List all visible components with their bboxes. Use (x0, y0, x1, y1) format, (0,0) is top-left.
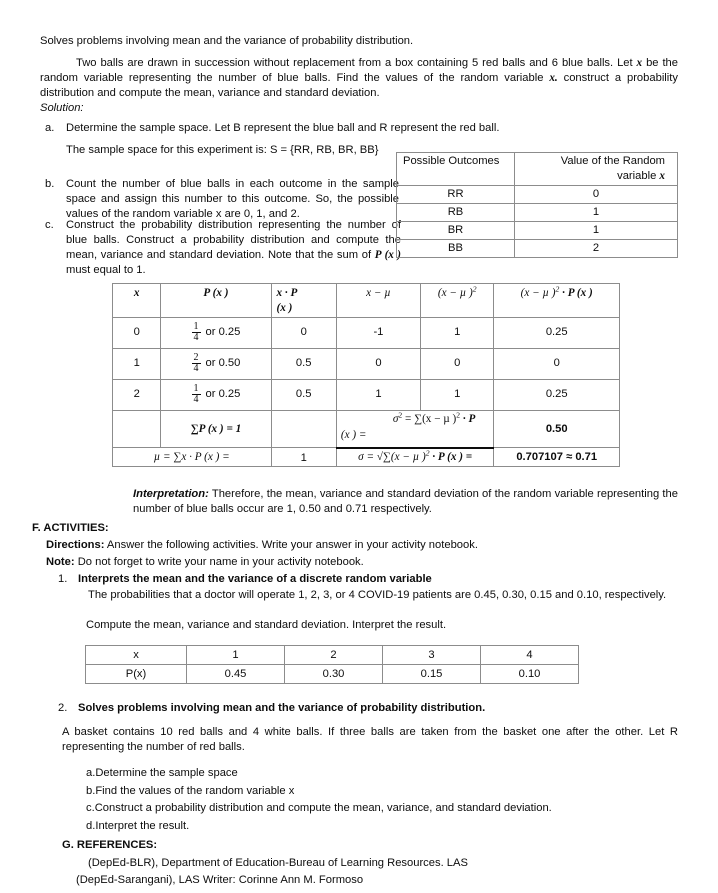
activity-1-body: The probabilities that a doctor will operate 1, 2, 3, or 4 COVID-19 patients are 0.45, 0.30, 0.15 and 0.10, respectively. (88, 589, 667, 601)
step-b-text: Count the number of blue balls in each outcome in the sample space and assign this number to this outcome. So, the possible values of the random variable x are 0, 1, and 2. (66, 178, 399, 220)
outcome-cell: RR (397, 186, 515, 204)
cell-x-minus-mu-squared: 1 (421, 379, 494, 410)
note-text: Do not forget to write your name in your activity notebook. (74, 556, 364, 568)
col-header-x-px (271, 284, 336, 318)
step-a-sample-space: The sample space for this experiment is: S = {RR, RB, BR, BB} (66, 144, 379, 156)
activity-2-marker: 2. (58, 702, 68, 714)
activity-1-marker: 1. (58, 573, 68, 585)
cell-x-minus-mu-squared: 0 (421, 348, 494, 379)
cell-sum-px: ∑P (x ) = 1 (161, 410, 271, 448)
cell-x-minus-mu: 1 (336, 379, 420, 410)
fraction-numerator: 1 (193, 320, 199, 332)
decimal-equivalent: or 0.50 (205, 357, 241, 370)
note-label: Note: (46, 556, 75, 568)
table-row (397, 203, 678, 221)
cell-x-minus-mu-squared-px: 0.25 (494, 317, 620, 348)
step-b-marker: b. (45, 178, 55, 190)
table-row (397, 186, 678, 204)
table-row (397, 221, 678, 239)
fraction-denominator: 4 (193, 332, 199, 344)
value-cell: 2 (515, 239, 678, 257)
cell-empty-xpx (271, 410, 336, 448)
col-header-x-px-line2: (x ) (276, 301, 293, 314)
px-x-value: 3 (383, 646, 481, 665)
section-activities-label: F. ACTIVITIES: (32, 522, 109, 534)
value-cell: 1 (515, 203, 678, 221)
cell-sd-value: 0.707107 ≈ 0.71 (494, 448, 620, 466)
value-cell: 0 (515, 186, 678, 204)
step-c-text-end: must equal to 1. (66, 263, 146, 276)
table-header-row (397, 153, 678, 186)
step-c-math: P (x ) (374, 248, 401, 261)
interpretation-block (133, 487, 678, 517)
cell-x: 0 (113, 317, 161, 348)
cell-x-minus-mu-squared: 1 (421, 317, 494, 348)
px-p-value: 0.15 (383, 665, 481, 684)
xmu2px-exponent: 2 (555, 284, 560, 294)
cell-variance-value: 0.50 (494, 410, 620, 448)
xmu2px-tail: · P (x ) (559, 287, 593, 299)
table-row (113, 348, 620, 379)
cell-x: 2 (113, 379, 161, 410)
xmu2-base: (x − µ ) (437, 287, 473, 299)
table-row (113, 317, 620, 348)
table-row-x (86, 646, 579, 665)
col-header-x: x (113, 284, 161, 318)
value-cell: 1 (515, 221, 678, 239)
step-c-text-body: Construct the probability distribution representing the number of blue balls. Construct a probability distribution and compute the mean, variance and standard deviation. Note that the sum of (66, 219, 401, 261)
intro-var-x: x (636, 57, 643, 69)
fraction-denominator: 4 (193, 363, 199, 375)
activity-2-body: A basket contains 10 red balls and 4 white balls. If three balls are taken from the basket one after the other. Let R representing the number of red balls. (62, 726, 678, 753)
activity-2-title: Solves problems involving mean and the variance of probability distribution. (78, 702, 486, 714)
references-label: G. REFERENCES: (62, 839, 158, 851)
col-header-x-minus-mu-squared-px (494, 284, 620, 318)
px-row-label-x: x (86, 646, 187, 665)
step-a-marker: a. (45, 122, 55, 134)
outcome-cell: BB (397, 239, 515, 257)
table-header-row (113, 284, 620, 318)
note-block (46, 555, 676, 570)
activity-1-title: Interprets the mean and the variance of a discrete random variable (78, 573, 432, 585)
col-header-x-px-line1: x · P (276, 287, 298, 299)
step-c-text (66, 218, 401, 278)
intro-paragraph (40, 56, 678, 101)
fraction (192, 353, 201, 375)
intro-text-a: Two balls are drawn in succession without replacement from a box containing 5 red balls and 6 blue balls. Let (76, 57, 637, 69)
cell-empty (113, 410, 161, 448)
intro-text-b: be the random variable representing the number of blue balls. Find the values of the random variable (40, 57, 678, 84)
px-p-value: 0.30 (285, 665, 383, 684)
step-c-marker: c. (45, 219, 54, 231)
directions-block (46, 538, 676, 553)
intro-var-x2: x. (549, 71, 558, 84)
cell-mean-label: µ = ∑x · P (x ) = (113, 448, 272, 466)
interpretation-label: Interpretation: (133, 488, 209, 500)
activity-2-subitem-d: d.Interpret the result. (86, 820, 190, 832)
cell-x-px: 0 (271, 317, 336, 348)
cell-x: 1 (113, 348, 161, 379)
decimal-equivalent: or 0.25 (205, 388, 241, 401)
cell-x-px: 0.5 (271, 379, 336, 410)
cell-sd-label: σ = √∑(x − µ )$^2$ · P (x ) = (336, 448, 494, 466)
fraction (192, 384, 201, 406)
page-title: Solves problems involving mean and the variance of probability distribution. (40, 35, 414, 47)
variance-formula-line2: (x ) = (340, 428, 367, 441)
cell-px (161, 317, 271, 348)
reference-line-1: (DepEd-BLR), Department of Education-Bureau of Learning Resources. LAS (88, 857, 468, 869)
table-row-px (86, 665, 579, 684)
px-p-value: 0.45 (187, 665, 285, 684)
col-header-x-minus-mu: x − µ (336, 284, 420, 318)
fraction (192, 322, 201, 344)
cell-mean-value: 1 (271, 448, 336, 466)
intro-text-c: construct a probability distribution and compute the mean, variance and standard deviation. (40, 71, 678, 99)
col-header-x-minus-mu-squared (421, 284, 494, 318)
table-summary-row-variance (113, 410, 620, 448)
table-row (397, 239, 678, 257)
outcomes-header-outcome: Possible Outcomes (397, 153, 515, 186)
cell-px (161, 379, 271, 410)
cell-x-px: 0.5 (271, 348, 336, 379)
xmu2px-base: (x − µ ) (520, 287, 556, 299)
cell-x-minus-mu: 0 (336, 348, 420, 379)
outcomes-header-value-line2: variable x (617, 169, 665, 182)
px-x-value: 2 (285, 646, 383, 665)
table-summary-row-mean-sd (113, 448, 620, 466)
step-a-text: Determine the sample space. Let B represent the blue ball and R represent the red ball. (66, 122, 500, 134)
xmu2-exponent: 2 (472, 284, 477, 294)
probability-values-table (85, 645, 579, 684)
activity-2-subitem-c: c.Construct a probability distribution and compute the mean, variance, and standard deviation. (86, 802, 552, 814)
px-row-label-px: P(x) (86, 665, 187, 684)
directions-text: Answer the following activities. Write your answer in your activity notebook. (104, 539, 478, 551)
fraction-numerator: 2 (193, 351, 199, 363)
activity-1-compute: Compute the mean, variance and standard deviation. Interpret the result. (86, 619, 447, 631)
possible-outcomes-table (396, 152, 678, 258)
variance-formula-line1: $\sigma^2 = \sum(x - \mu$ )$^2$ · P (392, 410, 476, 425)
fraction-numerator: 1 (193, 382, 199, 394)
solution-label: Solution: (40, 102, 84, 114)
col-header-px: P (x ) (161, 284, 271, 318)
cell-x-minus-mu-squared-px: 0.25 (494, 379, 620, 410)
cell-variance-formula (336, 410, 494, 448)
activity-2-subitem-b: b.Find the values of the random variable x (86, 785, 295, 797)
px-x-value: 4 (481, 646, 579, 665)
cell-x-minus-mu: -1 (336, 317, 420, 348)
decimal-equivalent: or 0.25 (205, 326, 241, 339)
px-p-value: 0.10 (481, 665, 579, 684)
fraction-denominator: 4 (193, 394, 199, 406)
outcomes-header-value-line1: Value of the Random (560, 155, 665, 167)
interpretation-text: Therefore, the mean, variance and standard deviation of the random variable representing the number of blue balls occur are 1, 0.50 and 0.71 respectively. (133, 488, 678, 515)
table-row (113, 379, 620, 410)
cell-px (161, 348, 271, 379)
px-x-value: 1 (187, 646, 285, 665)
outcomes-header-value (515, 153, 678, 186)
outcome-cell: BR (397, 221, 515, 239)
directions-label: Directions: (46, 539, 105, 551)
cell-x-minus-mu-squared-px: 0 (494, 348, 620, 379)
probability-distribution-table (112, 283, 620, 467)
reference-line-2: (DepEd-Sarangani), LAS Writer: Corinne Ann M. Formoso (76, 874, 364, 886)
outcome-cell: RB (397, 203, 515, 221)
activity-2-subitem-a: a.Determine the sample space (86, 767, 238, 779)
